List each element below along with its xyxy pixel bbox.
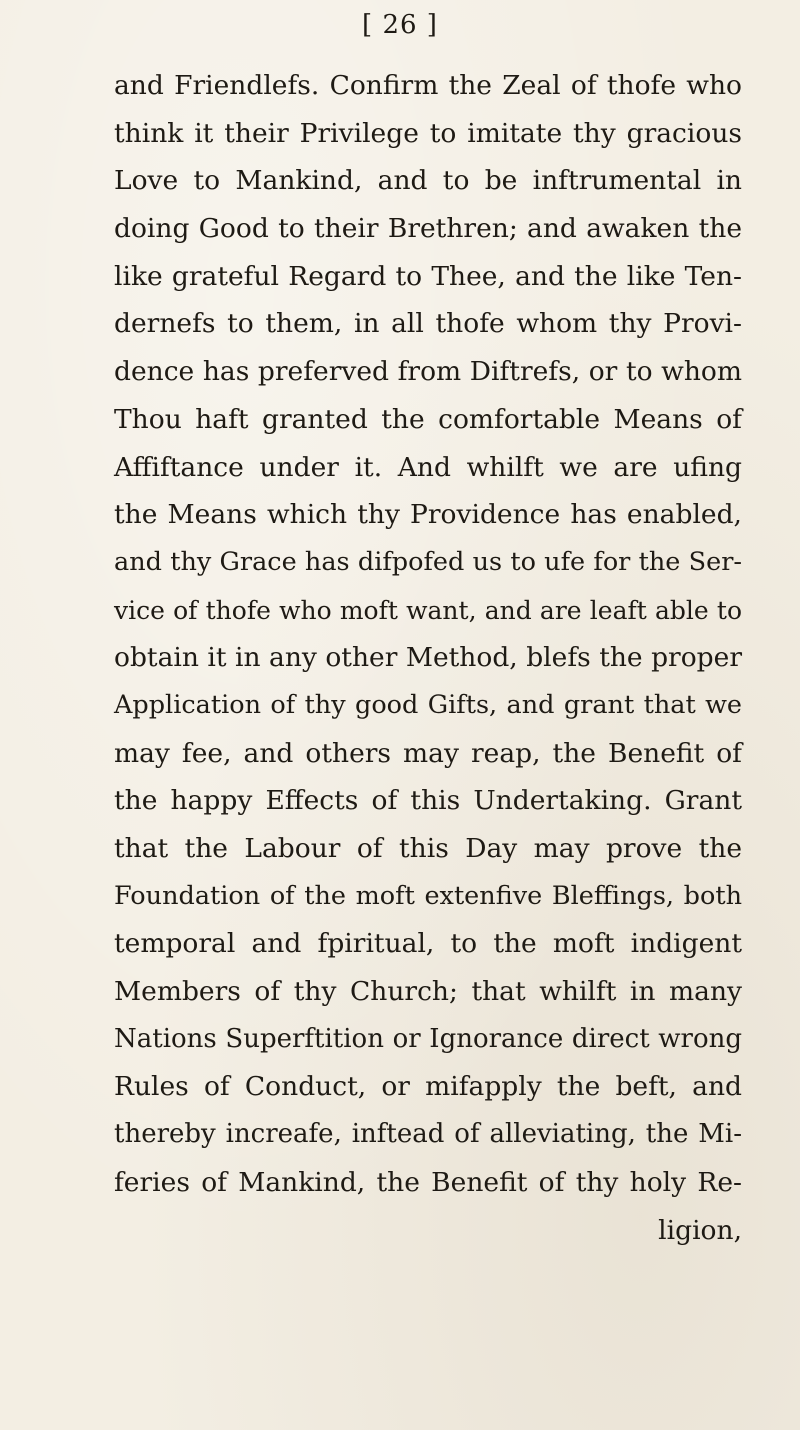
text-line: thereby increafe, inftead of alleviating, the Mi- [114,1119,742,1150]
text-line: and thy Grace has difpofed us to ufe for the Ser- [114,546,742,577]
text-line: dence has preferved from Diftrefs, or to whom [114,356,742,388]
text-line: vice of thofe who moft want, and are leaft able to [114,595,742,625]
text-line: Foundation of the moft extenfive Bleffings, both [114,880,742,911]
text-line: doing Good to their Brethren; and awaken the [114,213,742,245]
text-line: dernefs to them, in all thofe whom thy Provi- [114,308,742,340]
catchword: ligion, [658,1214,742,1246]
text-line: feries of Mankind, the Benefit of thy holy Re- [114,1166,742,1198]
text-line: like grateful Regard to Thee, and the like Ten- [114,260,742,292]
text-line: the Means which thy Providence has enabled, [114,499,742,531]
text-line: obtain it in any other Method, blefs the proper [114,642,742,674]
text-line: Thou haft granted the comfortable Means of [114,403,742,435]
text-line: that the Labour of this Day may prove the [114,833,742,864]
text-line: may fee, and others may reap, the Benefit of [114,737,742,769]
text-line: Rules of Conduct, or mifapply the beft, and [114,1071,742,1103]
text-line: Nations Superftition or Ignorance direct wrong [114,1023,742,1054]
text-line: Application of thy good Gifts, and grant that we [114,689,742,720]
text-line: Affiftance under it. And whilft we are ufing [114,451,742,483]
text-line: temporal and fpiritual, to the moft indigent [114,928,742,960]
text-line: and Friendlefs. Confirm the Zeal of thofe who [114,70,742,101]
text-line: Members of thy Church; that whilft in many [114,976,742,1008]
text-line: think it their Privilege to imitate thy gracious [114,117,742,149]
body-text [114,62,742,1254]
text-line: the happy Effects of this Undertaking. Grant [114,785,742,817]
page-number: [ 26 ] [362,10,438,40]
text-line: Love to Mankind, and to be inftrumental in [114,165,742,197]
